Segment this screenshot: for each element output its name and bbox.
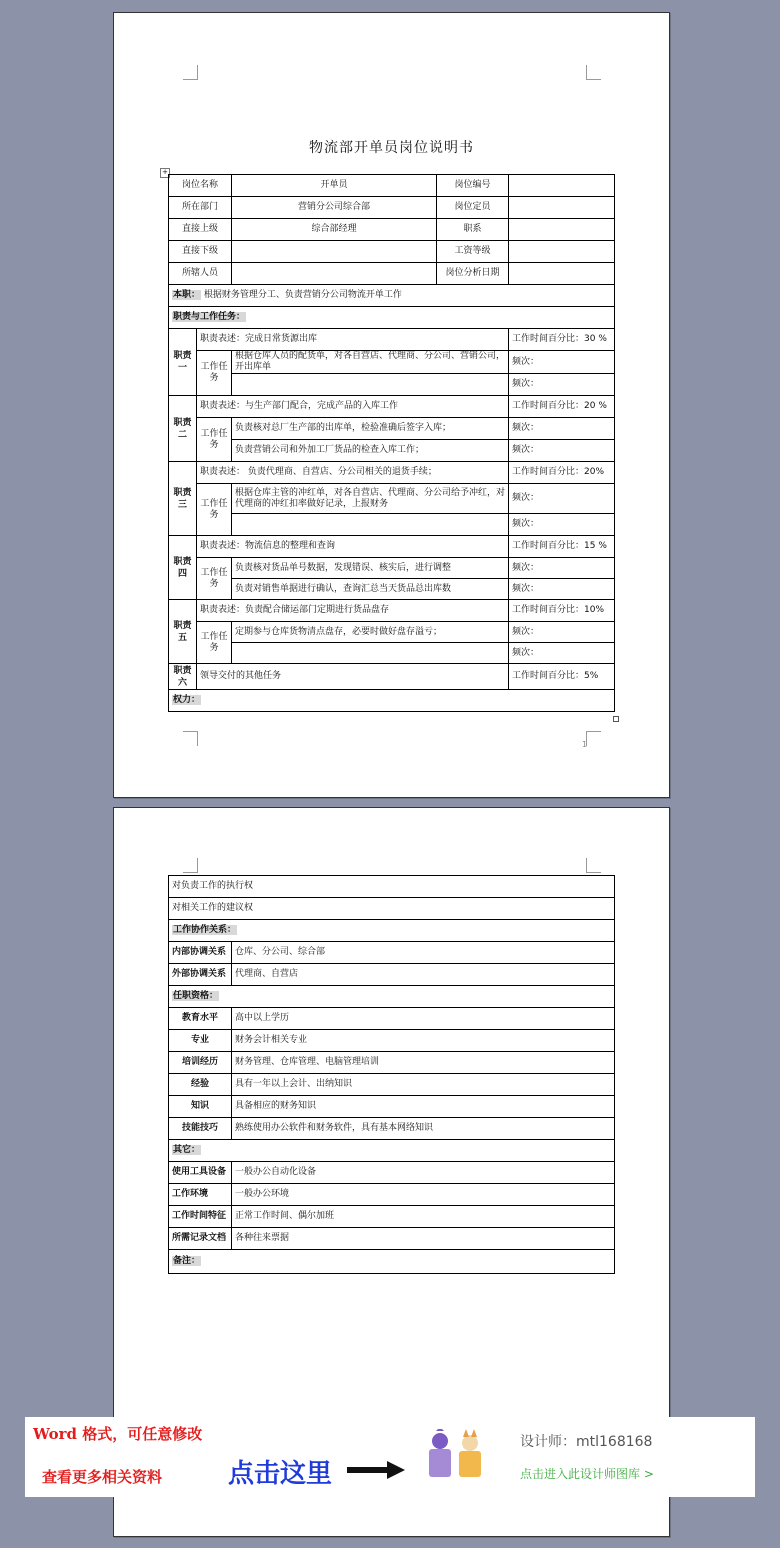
qualification-row: [169, 1096, 615, 1118]
info-label: 所辖人员: [169, 263, 232, 285]
duty-percent: 工作时间百分比：5%: [509, 664, 615, 690]
info-row: [169, 263, 615, 285]
duty-statement: 职责表述：物流信息的整理和查询: [197, 536, 509, 558]
task-frequency: 频次：: [509, 514, 615, 536]
task-row: [169, 484, 615, 514]
core-duty-cell: [169, 285, 615, 307]
row-value: 正常工作时间、偶尔加班: [232, 1206, 615, 1228]
word-format-notice: Word 格式，可任意修改: [33, 1425, 203, 1443]
task-text: [232, 514, 509, 536]
row-label: 内部协调关系: [169, 942, 232, 964]
core-duty-label: 本职：: [173, 290, 201, 300]
other-row: [169, 1228, 615, 1250]
section-row-cell: [169, 1140, 615, 1162]
section-row: [169, 690, 615, 712]
row-label: 专业: [169, 1030, 232, 1052]
info-label: 直接下级: [169, 241, 232, 263]
table-resize-handle-icon[interactable]: [613, 716, 619, 722]
section-title: 任职资格：: [173, 991, 219, 1001]
duty-percent: 工作时间百分比：10%: [509, 600, 615, 622]
task-row: [169, 622, 615, 643]
info-value: [232, 263, 437, 285]
document-title: 物流部开单员岗位说明书: [309, 140, 474, 156]
task-frequency: 频次：: [509, 579, 615, 600]
task-row: [169, 643, 615, 664]
duty-row: [169, 536, 615, 558]
crop-mark: [586, 731, 601, 746]
section-title-cell: [169, 690, 615, 712]
row-label: 经验: [169, 1074, 232, 1096]
task-text: [232, 643, 509, 664]
info-value: 开单员: [232, 175, 437, 197]
banner-left-panel: [25, 1417, 405, 1497]
task-frequency: 频次：: [509, 484, 615, 514]
duty-statement: 职责表述：完成日常货源出库: [197, 329, 509, 351]
row-label: 所需记录文档: [169, 1228, 232, 1250]
authority-row-cell: 对负责工作的执行权: [169, 876, 615, 898]
qualification-row: [169, 1074, 615, 1096]
row-value: 高中以上学历: [232, 1008, 615, 1030]
task-text: [232, 374, 509, 396]
task-label: 工作任务: [197, 418, 232, 462]
authority-row: [169, 898, 615, 920]
duty-name: 职责五: [169, 600, 197, 664]
row-label: 教育水平: [169, 1008, 232, 1030]
duty-percent: 工作时间百分比：20 %: [509, 396, 615, 418]
task-frequency: 频次：: [509, 351, 615, 374]
task-row: [169, 514, 615, 536]
crop-mark: [586, 858, 601, 873]
info-label: 职系: [437, 219, 509, 241]
task-row: [169, 579, 615, 600]
section-title: 工作协作关系：: [173, 925, 237, 935]
task-row: [169, 374, 615, 396]
task-label: 工作任务: [197, 351, 232, 396]
task-frequency: 频次：: [509, 622, 615, 643]
task-text: 负责营销公司和外加工厂货品的检查入库工作；: [232, 440, 509, 462]
duty-percent: 工作时间百分比：15 %: [509, 536, 615, 558]
section-row: [169, 1140, 615, 1162]
section-row-cell: [169, 1250, 615, 1274]
page-number: 1: [582, 740, 588, 749]
duty-statement: 职责表述：负责配合储运部门定期进行货品盘存: [197, 600, 509, 622]
task-text: 负责对销售单据进行确认，查询汇总当天货品总出库数: [232, 579, 509, 600]
row-value: 财务管理、仓库管理、电脑管理培训: [232, 1052, 615, 1074]
row-value: 仓库、分公司、综合部: [232, 942, 615, 964]
task-frequency: 频次：: [509, 558, 615, 579]
section-title: 备注：: [173, 1256, 201, 1266]
arrow-right-icon: [347, 1461, 405, 1479]
task-frequency: 频次：: [509, 440, 615, 462]
info-row: [169, 241, 615, 263]
authority-label: 权力：: [173, 695, 201, 705]
duty-percent: 工作时间百分比：20%: [509, 462, 615, 484]
crop-mark: [183, 858, 198, 873]
duty-row: [169, 664, 615, 690]
info-value: [509, 219, 615, 241]
info-label: 岗位名称: [169, 175, 232, 197]
row-value: 财务会计相关专业: [232, 1030, 615, 1052]
section-title-cell: [169, 307, 615, 329]
duty-statement: 领导交付的其他任务: [197, 664, 509, 690]
info-value: [509, 197, 615, 219]
duty-name: 职责一: [169, 329, 197, 396]
info-label: 所在部门: [169, 197, 232, 219]
info-value: [509, 263, 615, 285]
info-value: 综合部经理: [232, 219, 437, 241]
task-label: 工作任务: [197, 558, 232, 600]
duty-percent: 工作时间百分比：30 %: [509, 329, 615, 351]
task-text: 负责核对总厂生产部的出库单，检验准确后签字入库；: [232, 418, 509, 440]
promo-banner: [25, 1417, 755, 1497]
qualification-row: [169, 1118, 615, 1140]
core-duty-row: [169, 285, 615, 307]
qualification-row: [169, 1052, 615, 1074]
row-value: 具有一年以上会计、出纳知识: [232, 1074, 615, 1096]
row-value: 代理商、自营店: [232, 964, 615, 986]
info-value: [509, 175, 615, 197]
row-value: 熟练使用办公软件和财务软件，具有基本网络知识: [232, 1118, 615, 1140]
info-label: 直接上级: [169, 219, 232, 241]
qualification-row: [169, 1008, 615, 1030]
duty-statement: 职责表述：与生产部门配合，完成产品的入库工作: [197, 396, 509, 418]
section-row: [169, 307, 615, 329]
authority-row-cell: 对相关工作的建议权: [169, 898, 615, 920]
duty-name: 职责四: [169, 536, 197, 600]
duty-name: 职责三: [169, 462, 197, 536]
task-row: [169, 558, 615, 579]
section-title: 职责与工作任务：: [173, 312, 246, 322]
duty-row: [169, 462, 615, 484]
task-text: 根据仓库人员的配货单，对各自营店、代理商、分公司、营销公司，开出库单: [232, 351, 509, 374]
section-row: [169, 1250, 615, 1274]
info-row: [169, 175, 615, 197]
duty-name: 职责二: [169, 396, 197, 462]
designer-avatar-icon: [425, 1429, 489, 1481]
job-description-table-continued: [168, 875, 615, 1274]
row-label: 培训经历: [169, 1052, 232, 1074]
other-row: [169, 1162, 615, 1184]
info-label: 岗位定员: [437, 197, 509, 219]
crop-mark: [183, 65, 198, 80]
task-text: 根据仓库主管的冲红单，对各自营店、代理商、分公司给予冲红，对代理商的冲红扣率做好记录，上报财务: [232, 484, 509, 514]
info-value: [232, 241, 437, 263]
row-label: 外部协调关系: [169, 964, 232, 986]
task-label: 工作任务: [197, 484, 232, 536]
designer-gallery-link[interactable]: 点击进入此设计师图库 >: [520, 1467, 654, 1481]
task-frequency: 频次：: [509, 374, 615, 396]
other-row: [169, 1184, 615, 1206]
row-label: 知识: [169, 1096, 232, 1118]
task-row: [169, 440, 615, 462]
designer-panel[interactable]: [408, 1417, 755, 1497]
duty-row: [169, 600, 615, 622]
row-label: 技能技巧: [169, 1118, 232, 1140]
coop-row: [169, 942, 615, 964]
info-label: 工资等级: [437, 241, 509, 263]
click-here-link[interactable]: 点击这里: [228, 1459, 333, 1489]
section-row: [169, 920, 615, 942]
row-label: 工作环境: [169, 1184, 232, 1206]
more-resources-link[interactable]: 查看更多相关资料: [42, 1468, 163, 1486]
section-row: [169, 986, 615, 1008]
row-label: 工作时间特征: [169, 1206, 232, 1228]
task-frequency: 频次：: [509, 418, 615, 440]
task-text: 定期参与仓库货物清点盘存，必要时做好盘存溢亏；: [232, 622, 509, 643]
row-value: 具备相应的财务知识: [232, 1096, 615, 1118]
task-label: 工作任务: [197, 622, 232, 664]
core-duty-text: 根据财务管理分工、负责营销分公司物流开单工作: [203, 290, 402, 300]
duty-row: [169, 329, 615, 351]
designer-name: 设计师：mtl168168: [520, 1434, 653, 1450]
authority-row: [169, 876, 615, 898]
qualification-row: [169, 1030, 615, 1052]
crop-mark: [586, 65, 601, 80]
duty-name: 职责六: [169, 664, 197, 690]
info-label: 岗位编号: [437, 175, 509, 197]
task-frequency: 频次：: [509, 643, 615, 664]
table-move-handle-icon[interactable]: +: [160, 168, 170, 178]
info-label: 岗位分析日期: [437, 263, 509, 285]
info-value: [509, 241, 615, 263]
task-row: [169, 418, 615, 440]
task-row: [169, 351, 615, 374]
row-value: 一般办公自动化设备: [232, 1162, 615, 1184]
duty-statement: 职责表述： 负责代理商、自营店、分公司相关的退货手续；: [197, 462, 509, 484]
info-value: 营销分公司综合部: [232, 197, 437, 219]
section-row-cell: [169, 920, 615, 942]
section-title: 其它：: [173, 1145, 201, 1155]
duty-row: [169, 396, 615, 418]
info-row: [169, 219, 615, 241]
task-text: 负责核对货品单号数据，发现错误、核实后，进行调整: [232, 558, 509, 579]
section-row-cell: [169, 986, 615, 1008]
other-row: [169, 1206, 615, 1228]
document-page-1: [113, 12, 670, 798]
coop-row: [169, 964, 615, 986]
row-label: 使用工具设备: [169, 1162, 232, 1184]
row-value: 一般办公环境: [232, 1184, 615, 1206]
crop-mark: [183, 731, 198, 746]
info-row: [169, 197, 615, 219]
job-description-table: [168, 174, 615, 712]
row-value: 各种往来票据: [232, 1228, 615, 1250]
